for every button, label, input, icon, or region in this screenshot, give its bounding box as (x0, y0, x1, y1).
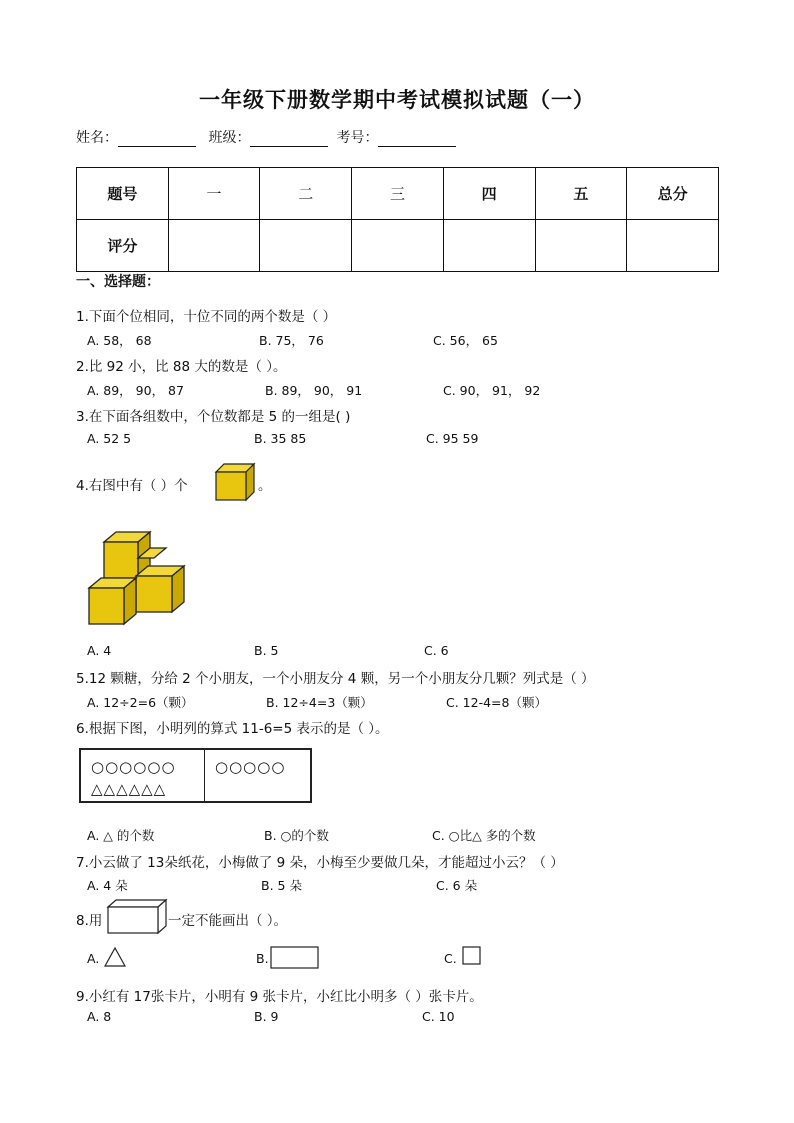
score-header-cell: 三 (352, 168, 444, 220)
question-4 (76, 474, 188, 494)
q9-option-a[interactable]: A. 8 (87, 1009, 112, 1024)
q9-option-c[interactable]: C. 10 (422, 1009, 455, 1024)
q6-option-a[interactable]: A. △ 的个数 (87, 828, 155, 843)
score-cell[interactable] (627, 220, 719, 272)
question-7: 7.小云做了 13朵纸花，小梅做了 9 朵，小梅至少要做几朵，才能超过小云？（ ） (76, 855, 564, 871)
cuboid-icon (106, 898, 168, 936)
q7-option-a[interactable]: A. 4 朵 (87, 878, 128, 893)
score-header-cell: 题号 (77, 168, 169, 220)
score-header-cell: 一 (168, 168, 260, 220)
score-header-cell: 总分 (627, 168, 719, 220)
score-cell[interactable] (352, 220, 444, 272)
q7-option-b[interactable]: B. 5 朵 (261, 878, 302, 893)
score-cell[interactable] (168, 220, 260, 272)
score-header-cell: 二 (260, 168, 352, 220)
question-5: 5.12 颗糖，分给 2 个小朋友，一个小朋友分 4 颗，另一个小朋友分几颗？列式是（ ） (76, 671, 595, 687)
name-label: 姓名： (76, 130, 118, 146)
q8-option-a[interactable]: A. (87, 951, 100, 966)
section-heading: 一、选择题： (76, 274, 160, 290)
rectangle-icon (270, 946, 320, 970)
q6-left-triangles: △△△△△△ (91, 780, 167, 798)
q4-text-before: 4.右图中有（ ）个 (76, 478, 188, 494)
q7-option-c[interactable]: C. 6 朵 (436, 878, 478, 893)
q8-option-b[interactable]: B. (256, 951, 269, 966)
exam-no-label: 考号： (336, 130, 379, 146)
q9-option-b[interactable]: B. 9 (254, 1009, 279, 1024)
q3-option-c[interactable]: C. 95 59 (426, 431, 479, 446)
q8-text-after: 一定不能画出（ ）。 (168, 913, 288, 929)
class-label: 班级： (208, 130, 251, 146)
score-table-row (77, 220, 719, 272)
score-cell[interactable] (260, 220, 352, 272)
q6-figure-divider (204, 750, 205, 801)
triangle-icon (104, 946, 126, 968)
q4-option-b[interactable]: B. 5 (254, 643, 279, 658)
q2-option-b[interactable]: B. 89， 90， 91 (265, 383, 363, 398)
q6-right-circles: ○○○○○ (215, 758, 286, 776)
q1-option-b[interactable]: B. 75， 76 (259, 333, 324, 348)
single-cube-icon (214, 462, 256, 502)
q1-option-c[interactable]: C. 56， 65 (433, 333, 498, 348)
exam-no-blank[interactable] (378, 132, 456, 147)
q1-option-a[interactable]: A. 58， 68 (87, 333, 152, 348)
stacked-cubes-figure (86, 530, 190, 628)
student-info-line (76, 127, 464, 147)
q8-option-c[interactable]: C. (444, 951, 457, 966)
score-cell[interactable] (443, 220, 535, 272)
q3-option-b[interactable]: B. 35 85 (254, 431, 307, 446)
class-blank[interactable] (250, 132, 328, 147)
q5-option-b[interactable]: B. 12÷4=3（颗） (266, 695, 373, 710)
score-header-cell: 五 (535, 168, 627, 220)
question-1: 1.下面个位相同，十位不同的两个数是（ ） (76, 309, 337, 325)
question-2: 2.比 92 小，比 88 大的数是（ ）。 (76, 359, 287, 375)
page-title: 一年级下册数学期中考试模拟试题（一） (199, 88, 595, 112)
q6-option-b[interactable]: B. ○的个数 (264, 828, 329, 843)
q6-figure (79, 748, 312, 803)
q3-option-a[interactable]: A. 52 5 (87, 431, 132, 446)
score-header-cell: 四 (443, 168, 535, 220)
q5-option-c[interactable]: C. 12-4=8（颗） (446, 695, 547, 710)
question-9: 9.小红有 17张卡片，小明有 9 张卡片，小红比小明多（ ）张卡片。 (76, 989, 483, 1005)
question-6: 6.根据下图，小明列的算式 11-6=5 表示的是（ ）。 (76, 721, 389, 737)
q4-text-after: 。 (258, 478, 272, 494)
q2-option-c[interactable]: C. 90， 91， 92 (443, 383, 541, 398)
score-cell[interactable] (535, 220, 627, 272)
q6-option-c[interactable]: C. ○比△ 多的个数 (432, 828, 536, 843)
name-blank[interactable] (118, 132, 196, 147)
q2-option-a[interactable]: A. 89， 90， 87 (87, 383, 184, 398)
score-table-header-row (77, 168, 719, 220)
q6-left-circles: ○○○○○○ (91, 758, 176, 776)
square-icon (462, 946, 482, 966)
q8-text-before: 8.用 (76, 913, 103, 929)
q5-option-a[interactable]: A. 12÷2=6（颗） (87, 695, 194, 710)
question-3: 3.在下面各组数中，个位数都是 5 的一组是( ) (76, 409, 351, 425)
score-row-label: 评分 (77, 220, 169, 272)
q4-option-c[interactable]: C. 6 (424, 643, 449, 658)
q4-option-a[interactable]: A. 4 (87, 643, 112, 658)
score-table (76, 167, 719, 272)
